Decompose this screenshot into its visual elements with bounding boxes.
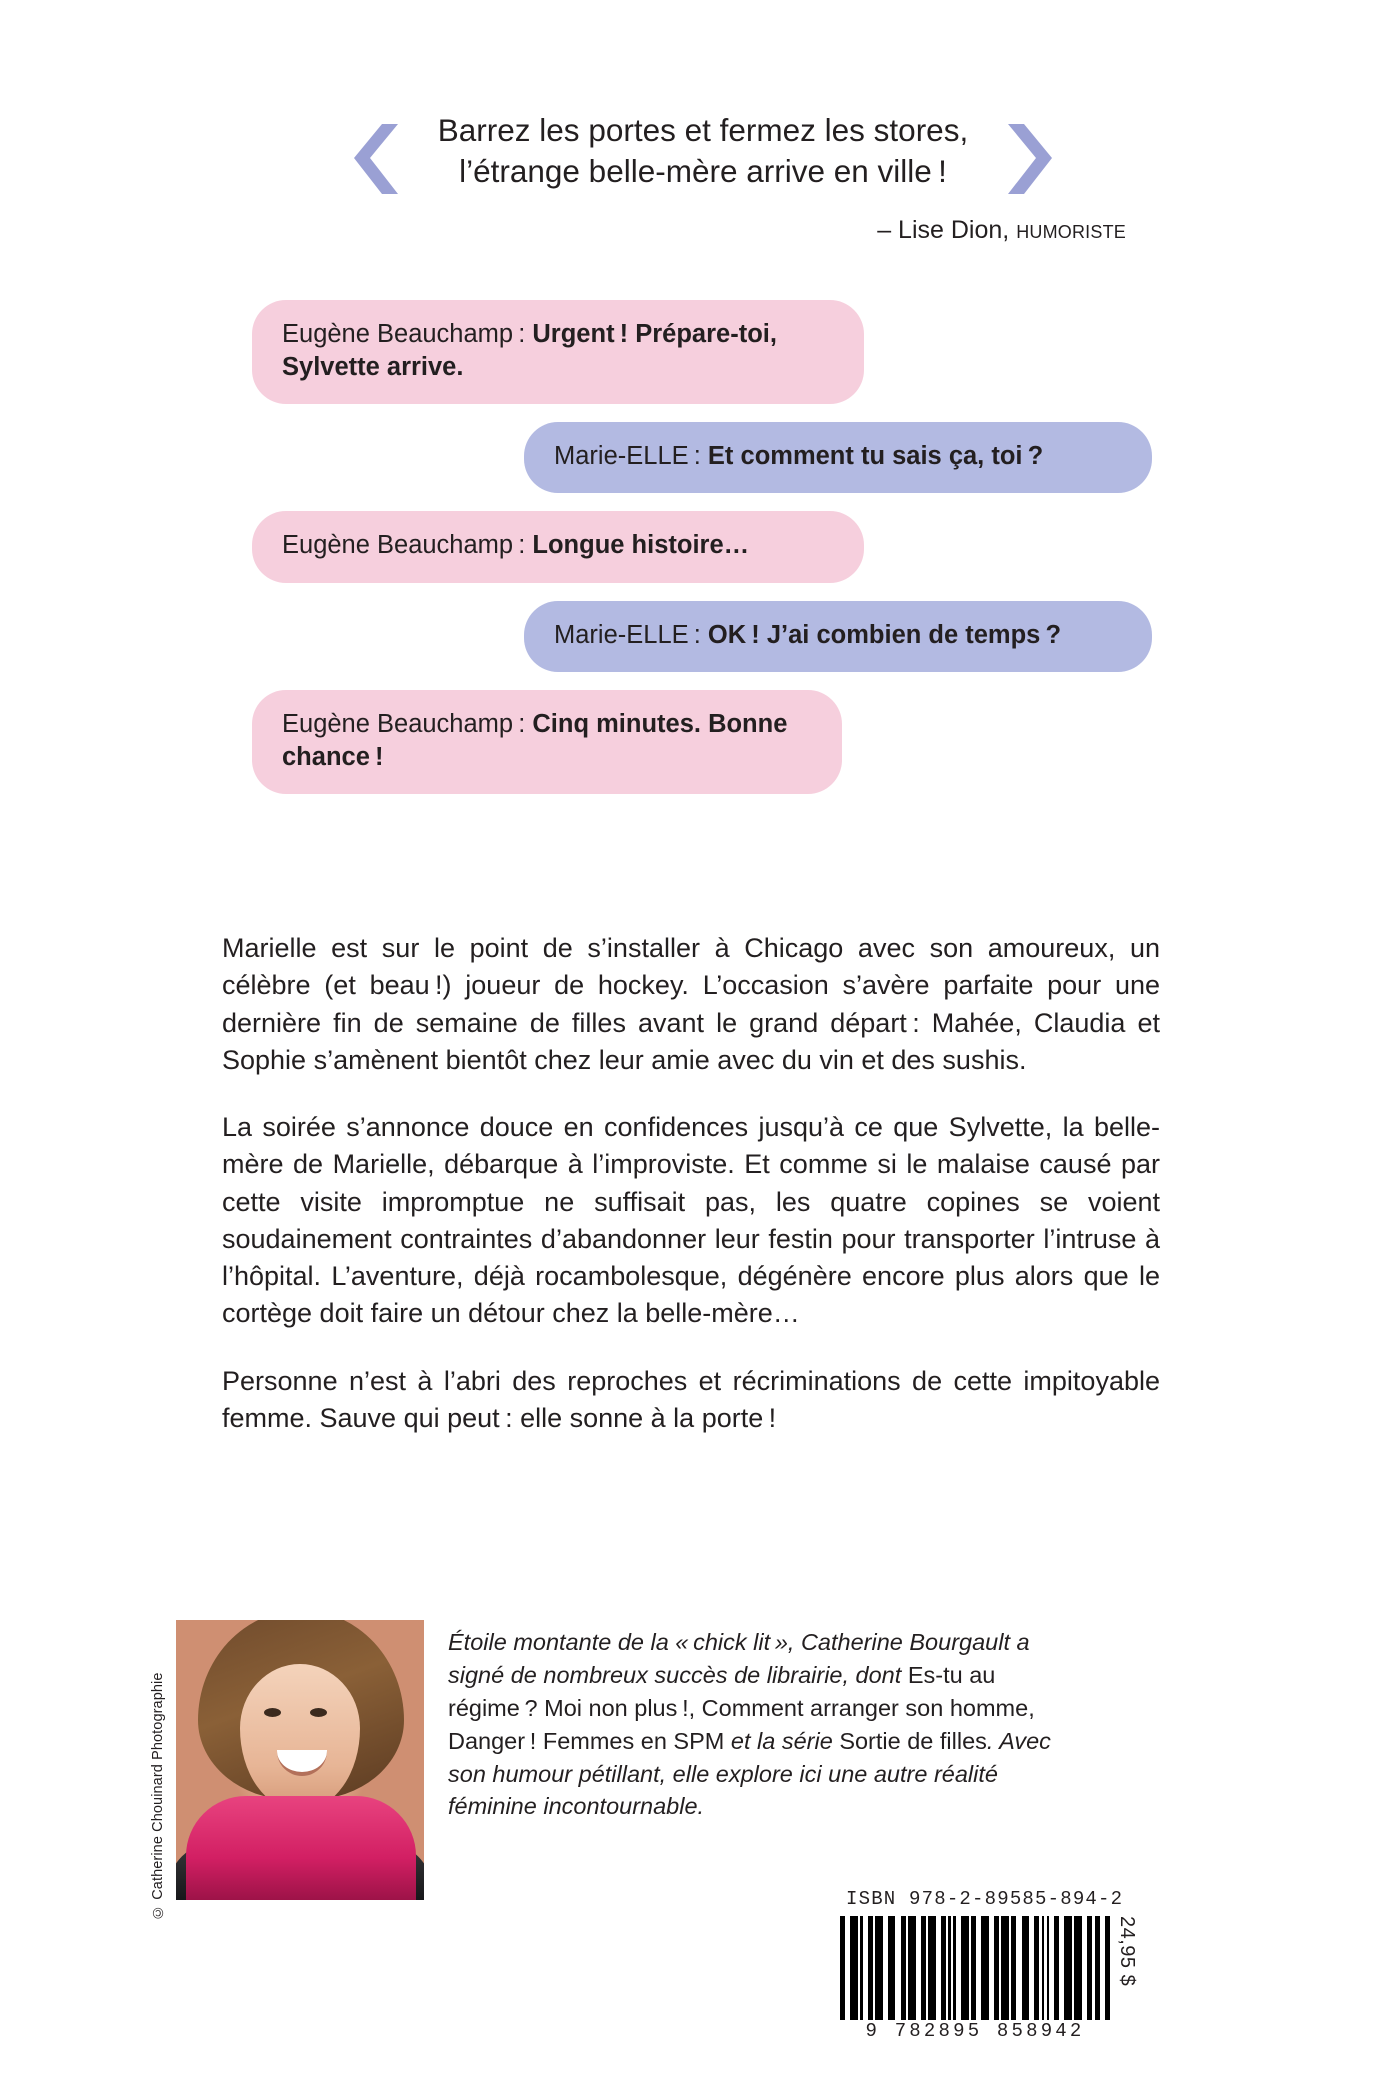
barcode-bars [840,1916,1110,2020]
dialogue-text: Cinq minutes. Bonne chance ! [282,709,788,771]
portrait-eye-right [310,1708,327,1717]
pull-quote [228,110,1178,245]
author-bio-segment: Es-tu au régime ? Moi non plus !, Comment arranger son homme, Danger ! Femmes en SPM [448,1661,1035,1754]
author-photo [176,1620,424,1900]
chevron-left-quote-icon [348,120,420,200]
barcode [840,1916,1138,2048]
pull-quote-attribution [228,216,1178,245]
pull-quote-author-role: HUMORISTE [1016,222,1126,242]
author-bio [448,1626,1068,1823]
dialogue-speaker: Marie-ELLE : [554,442,701,471]
synopsis-paragraph-3: Personne n’est à l’abri des reproches et récriminations de cette impitoyable femme. Sauve qui peut : elle sonne à la porte ! [222,1365,1160,1433]
dialogue-bubble [252,511,864,582]
dialogue-bubble [524,601,1152,672]
dialogue-bubble [252,300,864,404]
author-bio-segment: Sortie de filles [839,1727,987,1754]
portrait-eye-left [264,1708,281,1717]
dialogue-text: Longue histoire… [532,531,750,560]
chevron-right-quote-icon [986,120,1058,200]
portrait-scarf [186,1796,416,1900]
pull-quote-text [420,110,986,192]
dialogue-text: Urgent ! Prépare-toi, Sylvette arrive. [282,320,777,382]
dialogue-speaker: Eugène Beauchamp : [282,709,526,738]
dialogue-bubble [524,422,1152,493]
dialogue-speaker: Eugène Beauchamp : [282,320,526,348]
pull-quote-line-1: Barrez les portes et fermez les stores, [437,112,969,148]
isbn-label: ISBN 978-2-89585-894-2 [846,1888,1124,1910]
author-portrait-image [176,1620,424,1900]
pull-quote-row [228,110,1178,200]
dialogue-thread [252,300,1152,812]
dialogue-bubble [252,690,842,794]
barcode-digits: 9 782895 858942 [865,2020,1085,2042]
synopsis-paragraph-2: La soirée s’annonce douce en confidences jusqu’à ce que Sylvette, la belle-mère de Marielle, débarque à l’improviste. Et comme si le malaise causé par cette visite impromptue ne suffisait pas, les quatre copines se voient soudainement contraintes d’abandonner leur festin pour transporter l’intruse à l’hôpital. L’aventure, déjà rocambolesque, dégénère encore plus alors que le cortège doit faire un détour chez la belle-mère… [222,1112,1160,1329]
pull-quote-author: – Lise Dion, [877,216,1010,244]
author-bio-segment: . Avec son humour pétillant, elle explore ici une autre réalité féminine incontournable. [448,1727,1051,1820]
dialogue-text: OK ! J’ai combien de temps ? [707,620,1062,649]
author-bio-segment: Étoile montante de la « chick lit », Catherine Bourgault a signé de nombreux succès de librairie, dont [448,1629,1030,1688]
author-bio-segment: et la série [724,1727,840,1754]
pull-quote-line-2: l’étrange belle-mère arrive en ville ! [459,152,947,189]
photo-credit: © Catherine Chouinard Photographie [150,1672,166,1920]
dialogue-speaker: Marie-ELLE : [554,620,701,649]
isbn-barcode-area [840,1888,1160,2048]
dialogue-text: Et comment tu sais ça, toi ? [707,442,1044,471]
dialogue-speaker: Eugène Beauchamp : [282,531,526,560]
synopsis [222,930,1160,1437]
price-label: 24,95 $ [1116,1916,1138,1987]
synopsis-paragraph-1: Marielle est sur le point de s’installer à Chicago avec son amoureux, un célèbre (et beau !) joueur de hockey. L’occasion s’avère parfaite pour une dernière fin de semaine de filles avant le grand départ : Mahée, Claudia et Sophie s’amènent bientôt chez leur amie avec du vin et des sushis. [222,933,1160,1075]
